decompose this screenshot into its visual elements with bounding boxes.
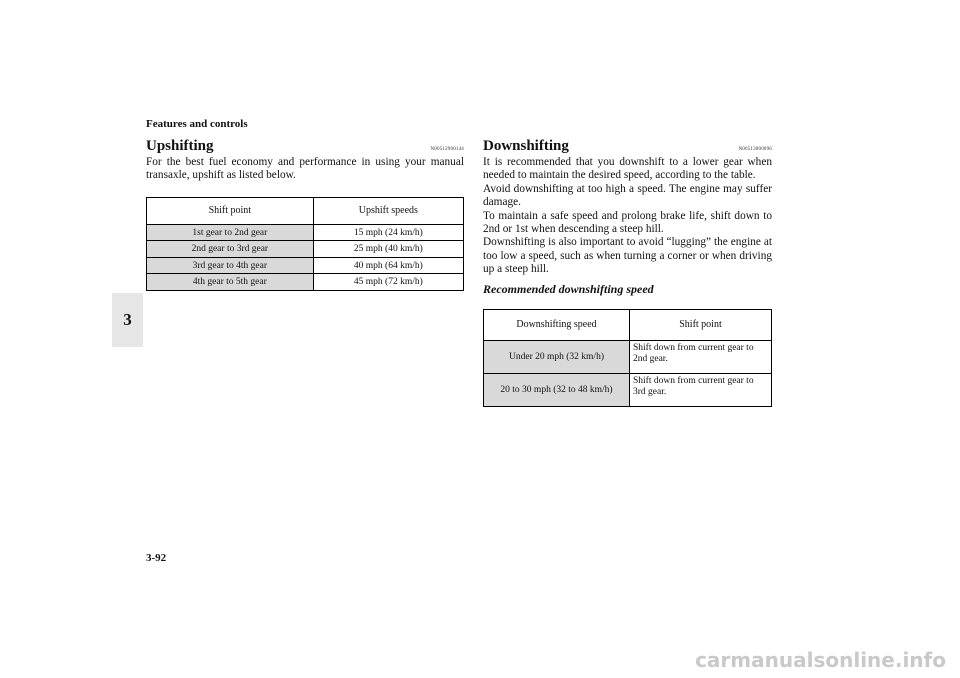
upshifting-title: Upshifting xyxy=(146,138,214,154)
table-header: Upshift speeds xyxy=(313,197,463,224)
downshift-speed-cell: Under 20 mph (32 km/h) xyxy=(484,340,630,373)
upshift-speed-cell: 45 mph (72 km/h) xyxy=(313,274,463,291)
shift-point-cell: Shift down from current gear to 2nd gear. xyxy=(630,340,772,373)
shift-point-cell: Shift down from current gear to 3rd gear. xyxy=(630,373,772,406)
shift-point-cell: 1st gear to 2nd gear xyxy=(147,224,314,241)
upshift-speed-cell: 15 mph (24 km/h) xyxy=(313,224,463,241)
downshifting-title-row xyxy=(483,136,772,156)
upshift-speed-cell: 25 mph (40 km/h) xyxy=(313,241,463,258)
table-row xyxy=(484,340,772,373)
table-row xyxy=(147,257,464,274)
upshifting-code: N00512900144 xyxy=(430,147,464,152)
body-paragraph: Avoid downshifting at too high a speed. The engine may suffer damage. xyxy=(483,182,772,209)
upshifting-body: For the best fuel economy and performance in using your manual transaxle, upshift as listed below. xyxy=(146,156,464,182)
body-paragraph: Downshifting is also important to avoid “lugging” the engine at too low a speed, such as when turning a corner or when driving up a steep hill. xyxy=(483,236,772,276)
table-header: Shift point xyxy=(147,197,314,224)
downshifting-subheading: Recommended downshifting speed xyxy=(483,281,654,296)
table-row xyxy=(147,224,464,241)
upshifting-title-row xyxy=(146,136,464,156)
table-header: Downshifting speed xyxy=(484,309,630,340)
downshifting-code: N00513000096 xyxy=(738,147,772,152)
upshift-speed-cell: 40 mph (64 km/h) xyxy=(313,257,463,274)
body-paragraph: To maintain a safe speed and prolong brake life, shift down to 2nd or 1st when descending a steep hill. xyxy=(483,209,772,236)
downshift-speed-cell: 20 to 30 mph (32 to 48 km/h) xyxy=(484,373,630,406)
downshifting-title: Downshifting xyxy=(483,138,569,154)
table-header-row xyxy=(147,197,464,224)
table-header: Shift point xyxy=(630,309,772,340)
downshifting-section xyxy=(483,136,772,407)
body-paragraph: It is recommended that you downshift to a lower gear when needed to maintain the desired speed, according to the table. xyxy=(483,156,772,182)
page-number: 3-92 xyxy=(146,552,167,564)
downshift-table xyxy=(483,309,772,407)
watermark: carmanualsonline.info xyxy=(695,648,946,672)
shift-point-cell: 4th gear to 5th gear xyxy=(147,274,314,291)
table-row xyxy=(147,241,464,258)
page-header: Features and controls xyxy=(146,118,248,130)
table-row xyxy=(484,373,772,406)
table-header-row xyxy=(484,309,772,340)
upshift-table xyxy=(146,197,464,291)
shift-point-cell: 2nd gear to 3rd gear xyxy=(147,241,314,258)
chapter-tab: 3 xyxy=(112,293,143,347)
upshifting-section xyxy=(146,136,464,291)
downshifting-body xyxy=(483,156,772,277)
shift-point-cell: 3rd gear to 4th gear xyxy=(147,257,314,274)
table-row xyxy=(147,274,464,291)
